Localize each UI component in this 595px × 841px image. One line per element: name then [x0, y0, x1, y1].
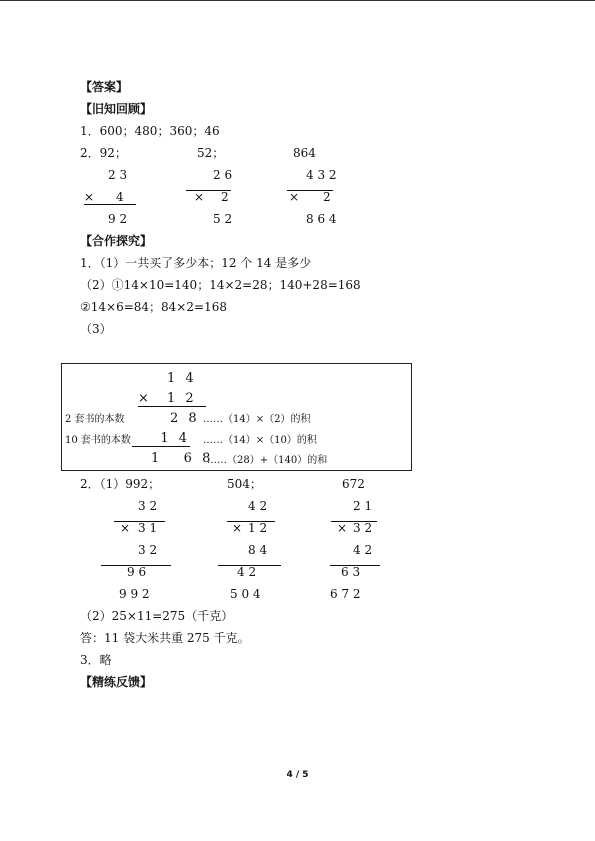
c1-p2: 9 6	[127, 565, 147, 579]
review-q1: 1．600；480；360；46	[80, 124, 220, 138]
c1-p2-row	[101, 565, 171, 579]
c1-result: 9 9 2	[119, 587, 150, 601]
c2-mult: 1 2	[248, 521, 268, 535]
box-row1-label: 2 套书的本数	[65, 414, 125, 425]
heading-explore: 【合作探究】	[80, 234, 153, 248]
calc2-op: ×	[194, 190, 205, 204]
c2-p2: 4 2	[237, 565, 257, 579]
box-row2-label: 10 套书的本数	[65, 435, 131, 446]
page-number: 4 / 5	[286, 770, 309, 780]
explore-l7: 3．略	[80, 653, 112, 667]
calc3-mult-row	[287, 190, 333, 204]
explore-q2-b: 504；	[227, 477, 262, 491]
explore-q2-a: 2．（1）992；	[80, 477, 161, 491]
c3-p2-row	[330, 565, 380, 579]
top-rule	[0, 0, 595, 1]
box-op: ×	[138, 391, 149, 406]
c3-mult-row	[331, 521, 377, 535]
box-mult: 1 2	[167, 391, 197, 406]
box-mult-row	[138, 392, 206, 407]
c2-p2-row	[218, 565, 281, 579]
c2-op: ×	[232, 521, 243, 535]
heading-answer: 【答案】	[80, 80, 129, 94]
calc2-result: 5 2	[213, 212, 233, 226]
explore-q2-c: 672	[342, 477, 365, 491]
c3-p2: 6 3	[341, 565, 361, 579]
explore-l3: ②14×6=84；84×2=168	[80, 300, 227, 314]
c1-top: 3 2	[138, 499, 158, 513]
explore-l1: 1．（1）一共买了多少本；12 个 14 是多少	[80, 256, 312, 270]
c2-p1: 8 4	[248, 543, 268, 557]
c1-mult: 3 1	[138, 521, 158, 535]
review-q2-a: 2．92；	[80, 146, 127, 160]
calc2-mult-row	[186, 190, 231, 204]
c1-p1: 3 2	[138, 543, 158, 557]
calc3-op: ×	[289, 190, 300, 204]
c3-mult: 3 2	[353, 521, 373, 535]
calc1-mult-row	[84, 190, 136, 205]
c2-top: 4 2	[248, 499, 268, 513]
c1-mult-row	[114, 521, 165, 535]
explore-l2: （2）①14×10=140；14×2=28；140+28=168	[80, 278, 361, 292]
calc1-top: 2 3	[108, 168, 128, 182]
explore-l4: （3）	[80, 322, 112, 336]
c3-result: 6 7 2	[330, 587, 361, 601]
c1-op: ×	[120, 521, 131, 535]
calc3-top: 4 3 2	[306, 168, 337, 182]
heading-review: 【旧知回顾】	[80, 102, 153, 116]
c3-op: ×	[337, 521, 348, 535]
calc1-result: 9 2	[108, 212, 128, 226]
review-q2-b: 52；	[197, 146, 225, 160]
explore-l5: （2）25×11=275（千克）	[80, 609, 234, 623]
calc3-mult: 2	[323, 190, 331, 204]
c3-p1: 4 2	[353, 543, 373, 557]
heading-feedback: 【精练反馈】	[80, 675, 153, 689]
box-row1-note: ……（14）×（2）的积	[203, 414, 311, 425]
box-row2-val: 1 4	[132, 432, 190, 447]
box-row1-val: 2 8	[170, 411, 200, 426]
box-row3-val: 1 6 8	[151, 451, 214, 466]
box-top: 1 4	[167, 371, 197, 386]
calc2-mult: 2	[221, 190, 229, 204]
calc3-result: 8 6 4	[306, 212, 337, 226]
calc2-top: 2 6	[213, 168, 233, 182]
c2-mult-row	[227, 521, 275, 535]
review-q2-c: 864	[293, 146, 316, 160]
c3-top: 2 1	[353, 499, 373, 513]
explore-l6: 答：11 袋大米共重 275 千克。	[80, 631, 250, 645]
box-row3-note: ……（28）+（140）的和	[207, 455, 328, 466]
vertical-calc-box	[61, 363, 412, 471]
calc1-op: ×	[84, 190, 95, 204]
c2-result: 5 0 4	[230, 587, 261, 601]
box-row2-note: ……（14）×（10）的积	[203, 435, 317, 446]
calc1-mult: 4	[116, 190, 124, 204]
